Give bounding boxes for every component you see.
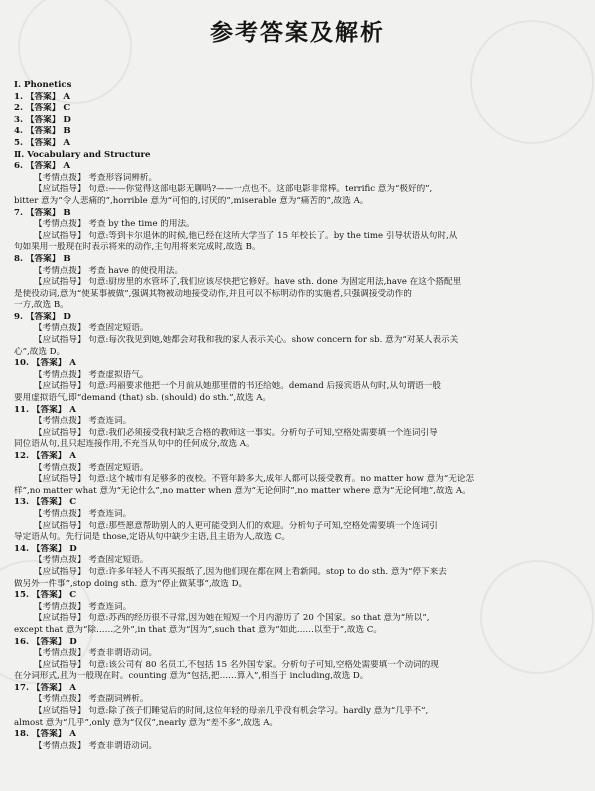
text-line: 在分词形式,且为一般现在时。counting 意为“包括,把……算入”,相当于 including,故选 D。 bbox=[14, 671, 369, 682]
text-line: 【考情点拨】 考查 have 的使役用法。 bbox=[34, 265, 184, 276]
text-line: 【考情点拨】 考查固定短语。 bbox=[34, 555, 149, 566]
text-line: 心”,故选 D。 bbox=[14, 346, 66, 357]
text-line: 【考情点拨】 考查 by the time 的用法。 bbox=[34, 219, 195, 230]
text-line: 13. 【答案】 C bbox=[14, 497, 77, 508]
text-line: 【应试指导】 句意:等到卡尔退休的时候,他已经在这所大学当了 15 年校长了。by the time 引导状语从句时,从 bbox=[34, 230, 458, 241]
text-line: 【考情点拨】 考查连词。 bbox=[34, 416, 132, 427]
text-line: 【应试指导】 句意:许多年轻人不再买报纸了,因为他们现在都在网上看新闻。stop to do sth. 意为“停下来去 bbox=[34, 566, 447, 577]
text-line: 做另外一件事”,stop doing sth. 意为“停止做某事”,故选 D。 bbox=[14, 578, 248, 589]
text-line: 【应试指导】 句意:该公司有 80 名员工,不包括 15 名外国专家。分析句子可知,空格处需要填一个动词的现 bbox=[34, 659, 439, 670]
text-line: 【考情点拨】 考查形容词辨析。 bbox=[34, 172, 158, 183]
text-line: 3. 【答案】 D bbox=[14, 114, 71, 125]
text-line: 同位语从句,且只起连接作用,不充当从句中的任何成分,故选 A。 bbox=[14, 439, 255, 450]
text-line: 【考情点拨】 考查虚拟语气。 bbox=[34, 369, 149, 380]
text-line: 12. 【答案】 A bbox=[14, 451, 76, 461]
text-line: Ⅱ. Vocabulary and Structure bbox=[14, 149, 151, 160]
text-line: 【应试指导】 句意:苏西的经历很不寻常,因为她在短短一个月内游历了 20 个国家。so that 意为“所以”, bbox=[34, 613, 430, 624]
text-line: 2. 【答案】 C bbox=[14, 103, 71, 114]
text-line: 【应试指导】 句意:玛丽要求他把一个月前从她那里借的书还给她。demand 后接宾语从句时,从句谓语一般 bbox=[34, 381, 441, 392]
page-title: 参考答案及解析 bbox=[210, 20, 385, 46]
text-line: 【应试指导】 句意:我们必须接受我村缺乏合格的教师这一事实。分析句子可知,空格处需要填一个连词引导 bbox=[34, 427, 438, 438]
text-line: 【考情点拨】 考查连词。 bbox=[34, 508, 132, 519]
text-line: 9. 【答案】 D bbox=[14, 311, 71, 322]
text-line: 16. 【答案】 D bbox=[14, 636, 77, 647]
text-line: 是使役动词,意为“使某事被做”,强调其物被动地接受动作,并且可以不标明动作的实施者,只强调接受动作的 bbox=[14, 288, 412, 299]
text-line: 【考情点拨】 考查固定短语。 bbox=[34, 462, 149, 473]
text-line: 导定语从句。先行词是 those,定语从句中缺少主语,且主语为人,故选 C。 bbox=[14, 532, 290, 543]
answer-content bbox=[14, 80, 588, 752]
text-line: almost 意为“几乎”,only 意为“仅仅”,nearly 意为“差不多”,故选 A。 bbox=[14, 717, 279, 728]
text-line: 一方,故选 B。 bbox=[14, 300, 69, 311]
text-line: 【考情点拨】 考查非谓语动词。 bbox=[34, 648, 158, 659]
text-line: Ⅰ. Phonetics bbox=[14, 80, 72, 90]
text-line: 句如果用一般现在时表示将来的动作,主句用将来完成时,故选 B。 bbox=[14, 242, 261, 253]
text-line: 7. 【答案】 B bbox=[14, 207, 71, 218]
text-line: 5. 【答案】 A bbox=[14, 137, 70, 148]
text-line: 4. 【答案】 B bbox=[14, 126, 71, 137]
text-line: 【考情点拨】 考查固定短语。 bbox=[34, 323, 149, 334]
text-line: 18. 【答案】 A bbox=[14, 729, 76, 740]
text-line: 【应试指导】 句意:除了孩子们睡觉后的时间,这位年轻的母亲几乎没有机会学习。hardly 意为“几乎不”, bbox=[34, 706, 429, 717]
text-line: 17. 【答案】 A bbox=[14, 682, 76, 693]
text-line: 8. 【答案】 B bbox=[14, 253, 71, 264]
text-line: 【应试指导】 句意:这个城市有足够多的夜校。不管年龄多大,成年人都可以接受教育。no matter how 意为“无论怎 bbox=[34, 474, 475, 485]
text-line: except that 意为“除……之外”,in that 意为“因为”,such that 意为“如此……以至于”,故选 C。 bbox=[14, 624, 382, 635]
text-line: 14. 【答案】 D bbox=[14, 543, 77, 554]
text-line: 【应试指导】 句意:——你觉得这部电影无聊吗?——一点也不。这部电影非常棒。terrific 意为“极好的”, bbox=[34, 184, 433, 195]
text-line: 【应试指导】 句意:厨房里的水管坏了,我们应该尽快把它修好。have sth. done 为固定用法,have 在这个搭配里 bbox=[34, 277, 462, 288]
text-line: bitter 意为“令人悲痛的”,horrible 意为“可怕的,讨厌的”,miserable 意为“痛苦的”,故选 A。 bbox=[14, 195, 369, 206]
text-line: 11. 【答案】 A bbox=[14, 404, 76, 415]
text-line: 1. 【答案】 A bbox=[14, 91, 70, 102]
text-line: 15. 【答案】 C bbox=[14, 590, 77, 601]
text-line: 6. 【答案】 A bbox=[14, 161, 70, 172]
text-line: 【考情点拨】 考查连词。 bbox=[34, 601, 132, 612]
text-line: 【应试指导】 句意:那些愿意帮助别人的人更可能受到人们的欢迎。分析句子可知,空格处需要填一个连词引 bbox=[34, 520, 438, 531]
text-line: 要用虚拟语气,即“demand (that) sb. (should) do sth.”,故选 A。 bbox=[14, 393, 272, 404]
text-line: 10. 【答案】 A bbox=[14, 358, 76, 369]
text-line: 样”,no matter what 意为“无论什么”,no matter when 意为“无论何时”,no matter where 意为“无论何地”,故选 A。 bbox=[14, 485, 471, 496]
text-line: 【应试指导】 句意:每次我见到她,她都会对我和我的家人表示关心。show concern for sb. 意为“对某人表示关 bbox=[34, 335, 459, 346]
text-line: 【考情点拨】 考查副词辨析。 bbox=[34, 694, 149, 705]
text-line: 【考情点拨】 考查非谓语动词。 bbox=[34, 740, 158, 751]
